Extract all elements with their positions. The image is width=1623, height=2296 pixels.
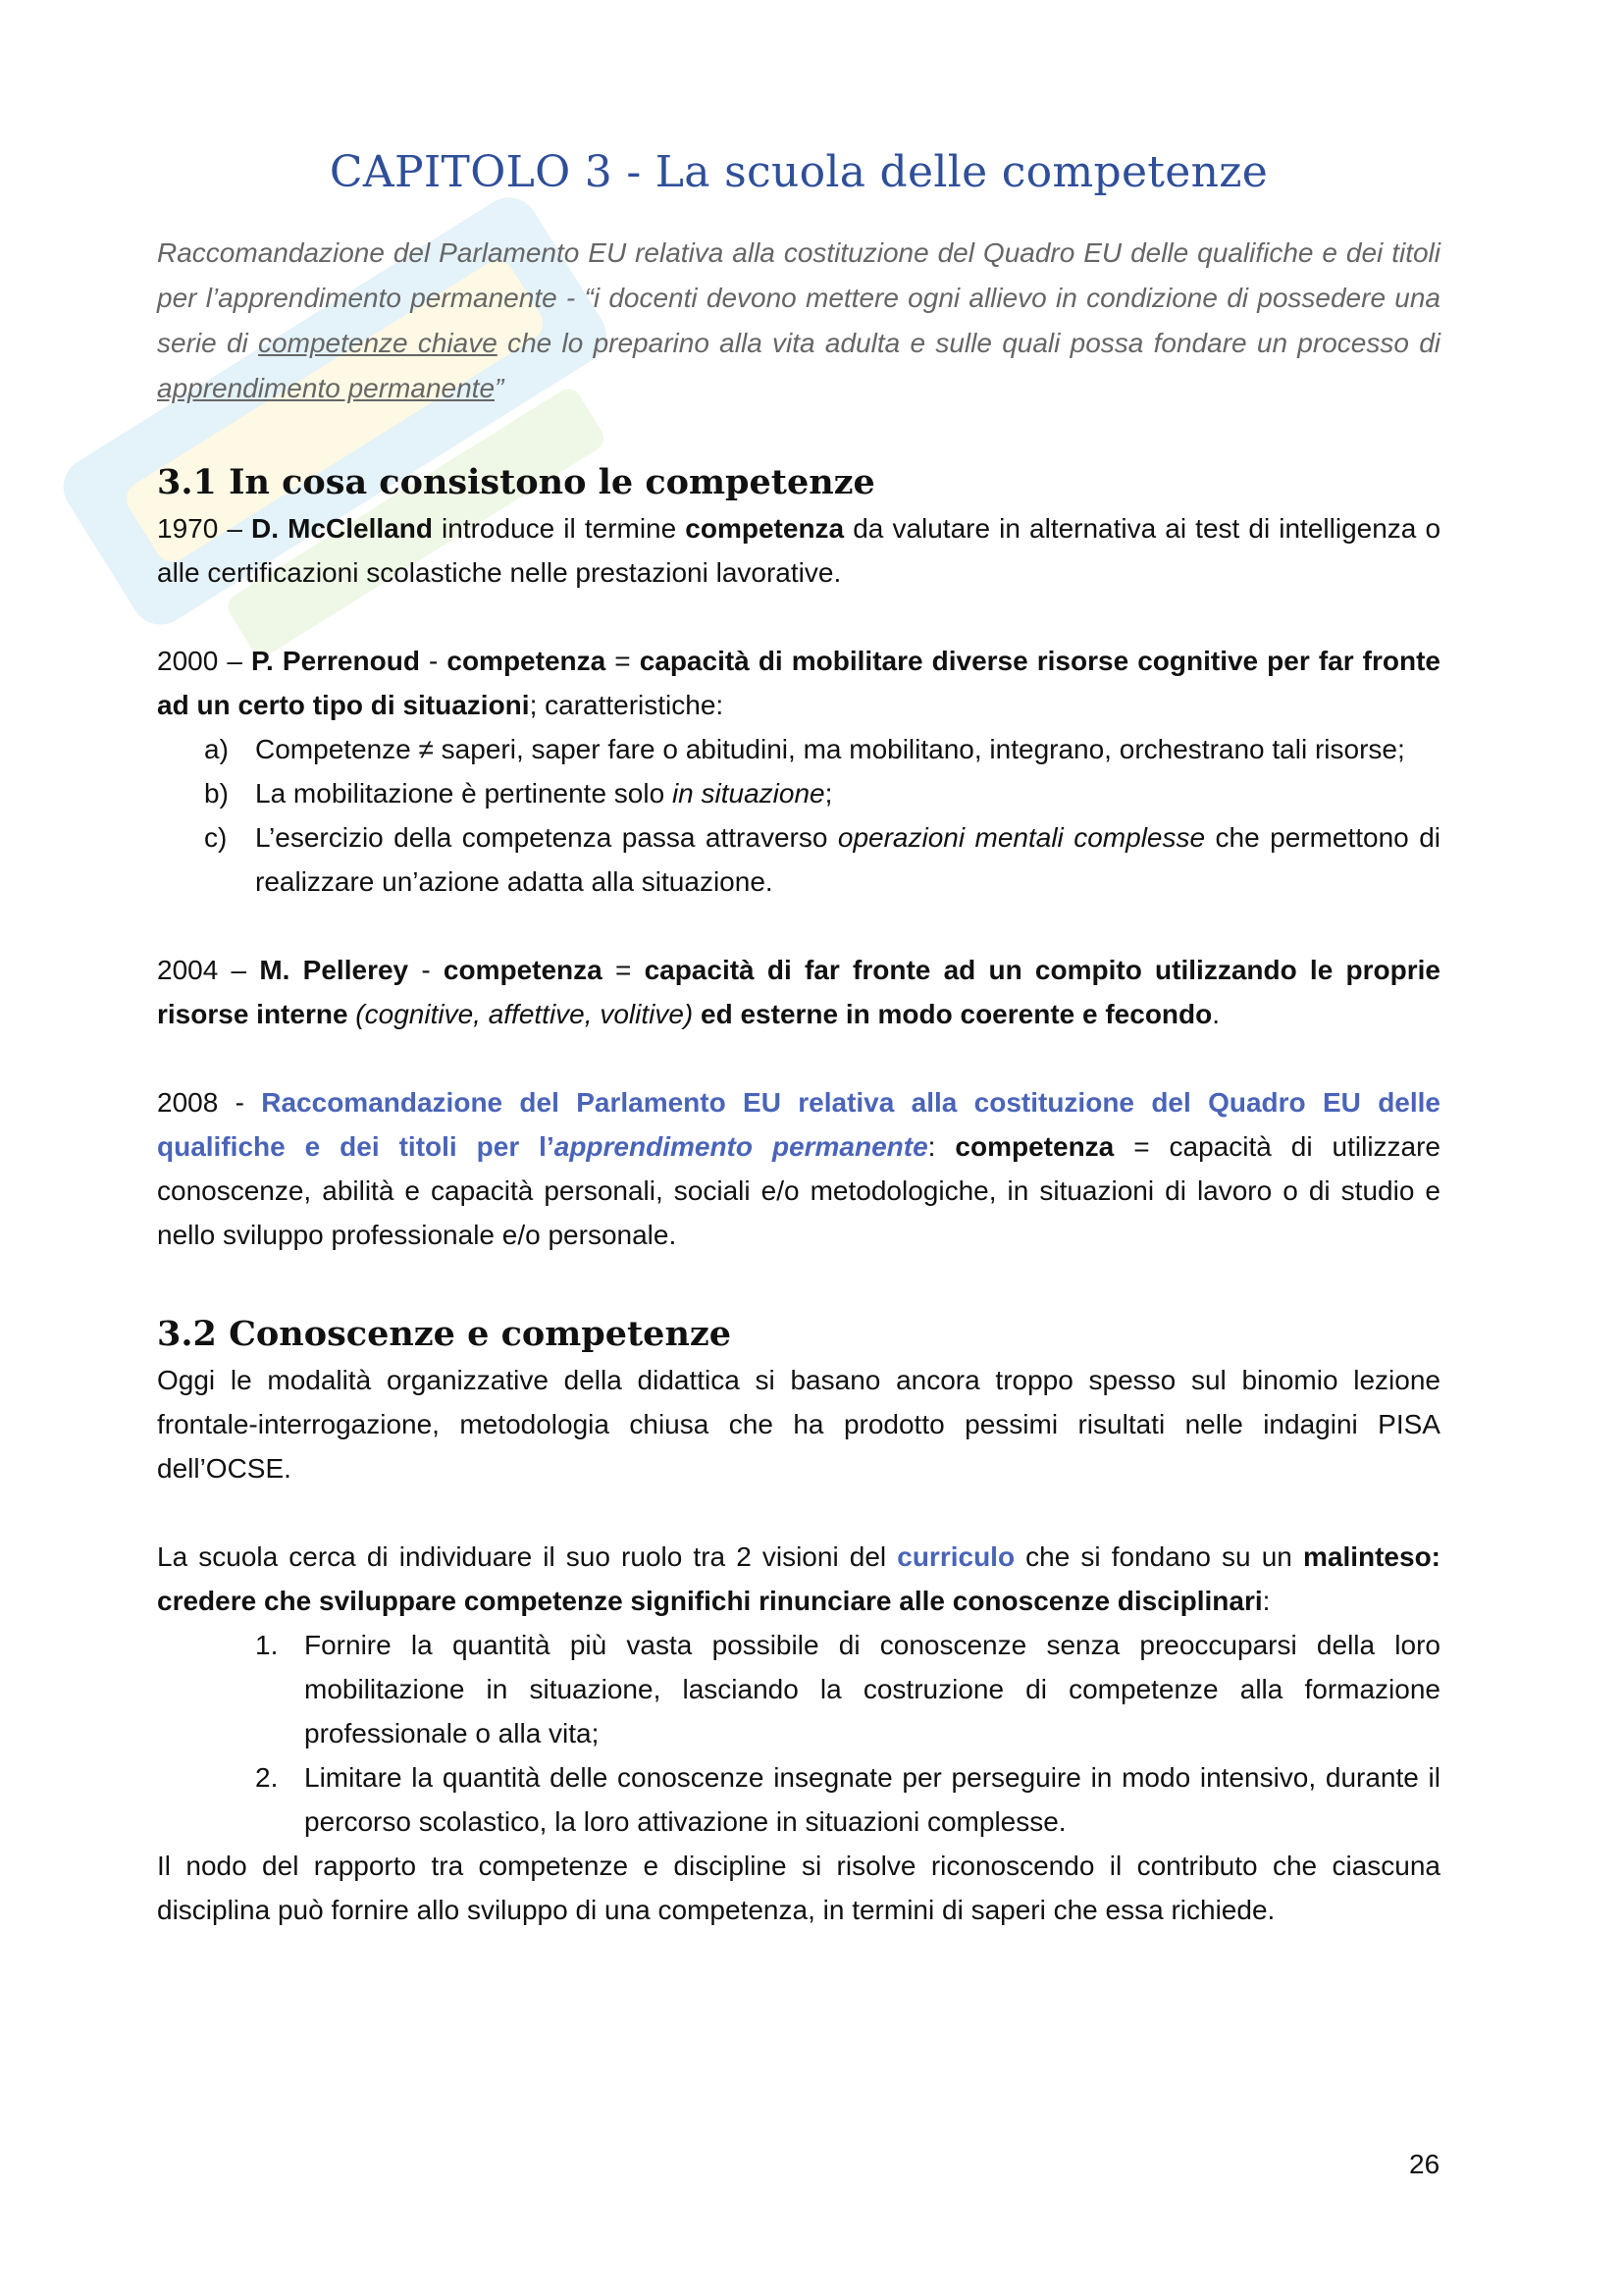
list-item xyxy=(157,1623,1440,1755)
highlight-blue: Raccomandazione del Parlamento EU relativa alla costituzione del Quadro EU delle qualifiche e dei titoli per l’ xyxy=(157,1087,1440,1162)
paragraph-curriculo xyxy=(157,1535,1440,1623)
intro-text: ” xyxy=(495,373,504,403)
highlight-blue: curriculo xyxy=(897,1541,1016,1572)
definition: capacità di far fronte ad un compito utilizzando le proprie risorse interne xyxy=(157,955,1440,1029)
year: 2004 – xyxy=(157,955,260,985)
paragraph-2000 xyxy=(157,639,1440,727)
text: - xyxy=(408,955,444,985)
list-emphasis: operazioni mentali complesse xyxy=(837,822,1206,853)
bold-text: malinteso: credere che sviluppare competenze significhi rinunciare alle conoscenze disciplinari xyxy=(157,1541,1440,1616)
paragraph-1970 xyxy=(157,506,1440,595)
text: = xyxy=(605,646,640,676)
term: competenza xyxy=(443,955,602,985)
list-text: L’esercizio della competenza passa attraverso xyxy=(255,822,838,853)
chapter-title: CAPITOLO 3 - La scuola delle competenze xyxy=(329,147,1269,197)
text: . xyxy=(1212,999,1221,1029)
list-item xyxy=(157,1755,1440,1844)
text: da valutare in alternativa ai test di intelligenza o alle certificazioni scolastiche nelle prestazioni lavorative. xyxy=(157,513,1441,588)
year: 2000 – xyxy=(157,646,251,676)
term: competenza xyxy=(685,513,845,544)
list-text: che permettono di realizzare un’azione adatta alla situazione. xyxy=(255,822,1440,897)
paragraph-nodo: Il nodo del rapporto tra competenze e discipline si risolve riconoscendo il contributo che ciascuna disciplina può fornire allo sviluppo di una competenza, in termini di saperi che essa richiede. xyxy=(157,1851,1440,1925)
list-marker: a) xyxy=(204,734,229,764)
text: = xyxy=(602,955,645,985)
list-text: ; xyxy=(824,778,833,809)
paragraph-2004 xyxy=(157,948,1440,1036)
list-text: Competenze ≠ saperi, saper fare o abitudini, ma mobilitano, integrano, orchestrano tali risorse; xyxy=(255,734,1405,764)
list-marker: 1. xyxy=(255,1630,279,1660)
text: ; caratteristiche: xyxy=(529,690,724,720)
year: 2008 - xyxy=(157,1087,262,1118)
list-marker: b) xyxy=(204,778,229,809)
text: introduce il termine xyxy=(432,513,686,544)
page-number: 26 xyxy=(1409,2149,1440,2179)
list-marker: 2. xyxy=(255,1762,279,1793)
intro-underline-competenze: competenze chiave xyxy=(258,328,497,358)
text: : xyxy=(1262,1586,1271,1616)
author: D. McClelland xyxy=(251,513,433,544)
emphasis: (cognitive, affettive, volitive) xyxy=(347,999,694,1029)
intro-underline-apprendimento: apprendimento permanente xyxy=(157,373,496,403)
term: competenza xyxy=(955,1131,1115,1162)
list-caratteristiche xyxy=(157,727,1440,904)
list-text: Limitare la quantità delle conoscenze insegnate per perseguire in modo intensivo, durante il percorso scolastico, la loro attivazione in situazioni complesse. xyxy=(304,1762,1440,1837)
document-page xyxy=(157,147,1440,1932)
section-title-3-1: 3.1 In cosa consistono le competenze xyxy=(157,462,875,502)
list-text: La mobilitazione è pertinente solo xyxy=(255,778,672,809)
year: 1970 – xyxy=(157,513,252,544)
list-marker: c) xyxy=(204,822,228,853)
text: = capacità di utilizzare conoscenze, abilità e capacità personali, sociali e/o metodologiche, in situazioni di lavoro o di studio e nello sviluppo professionale e/o personale. xyxy=(157,1131,1441,1250)
section-title-3-2: 3.2 Conoscenze e competenze xyxy=(157,1314,732,1354)
paragraph-2008 xyxy=(157,1080,1440,1257)
paragraph-didattica: Oggi le modalità organizzative della didattica si basano ancora troppo spesso sul binomio lezione frontale-interrogazione, metodologia chiusa che ha prodotto pessimi risultati nelle indagini PISA dell’OCSE. xyxy=(157,1365,1440,1484)
author: M. Pellerey xyxy=(259,955,409,985)
intro-quote xyxy=(157,231,1440,411)
text: - xyxy=(419,646,447,676)
list-emphasis: in situazione xyxy=(671,778,825,809)
intro-text: che lo preparino alla vita adulta e sulle quali possa fondare un processo di xyxy=(497,328,1440,358)
list-item xyxy=(157,727,1440,771)
term: competenza xyxy=(446,646,606,676)
list-visioni xyxy=(157,1623,1440,1844)
list-text: Fornire la quantità più vasta possibile di conoscenze senza preoccuparsi della loro mobilitazione in situazione, lasciando la costruzione di competenze alla formazione professionale o alla vita; xyxy=(304,1630,1440,1748)
list-item xyxy=(157,771,1440,815)
definition: capacità di mobilitare diverse risorse cognitive per far fronte ad un certo tipo di situazioni xyxy=(157,646,1440,720)
text: La scuola cerca di individuare il suo ruolo tra 2 visioni del xyxy=(157,1541,898,1572)
list-item xyxy=(157,815,1440,904)
definition: ed esterne in modo coerente e fecondo xyxy=(693,999,1213,1029)
text: che si fondano su un xyxy=(1015,1541,1303,1572)
author: P. Perrenoud xyxy=(250,646,420,676)
text: : xyxy=(927,1131,956,1162)
intro-text: Raccomandazione del Parlamento EU relativa alla costituzione del Quadro EU delle qualifiche e dei titoli per l’apprendimento permanente - “i docenti devono mettere ogni allievo in condizione di possedere una serie di xyxy=(157,237,1440,358)
highlight-blue: apprendimento permanente xyxy=(553,1131,928,1162)
